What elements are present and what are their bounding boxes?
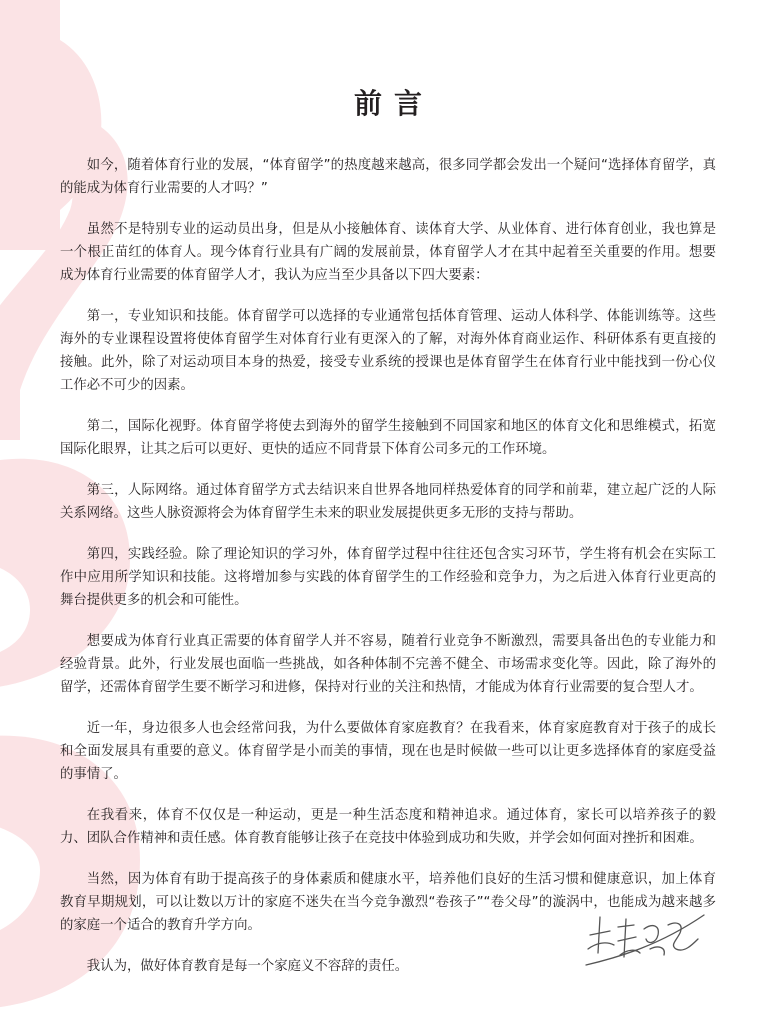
page-title: 前言	[353, 87, 434, 120]
paragraph: 第三，人际网络。通过体育留学方式去结识来自世界各地同样热爱体育的同学和前辈，建立起广泛的人际关系网络。这些人脉资源将会为体育留学生未来的职业发展提供更多无形的支持与帮助。	[60, 483, 716, 521]
preface-page	[60, 84, 716, 996]
paragraph: 在我看来，体育不仅仅是一种运动，更是一种生活态度和精神追求。通过体育，家长可以培养孩子的毅力、团队合作精神和责任感。体育教育能够让孩子在竞技中体验到成功和失败，并学会如何面对挫折和困难。	[60, 808, 716, 846]
paragraph: 第二，国际化视野。体育留学将使去到海外的留学生接触到不同国家和地区的体育文化和思维模式，拓宽国际化眼界，让其之后可以更好、更快的适应不同背景下体育公司多元的工作环境。	[60, 419, 716, 457]
paragraph: 我认为，做好体育教育是每一个家庭义不容辞的责任。	[86, 959, 409, 974]
paragraph: 虽然不是特别专业的运动员出身，但是从小接触体育、读体育大学、从业体育、进行体育创业，我也算是一个根正苗红的体育人。现今体育行业具有广阔的发展前景，体育留学人才在其中起着至关重要的作用。想要成为体育行业需要的体育留学人才，我认为应当至少具备以下四大要素：	[60, 222, 716, 283]
paragraph: 第四，实践经验。除了理论知识的学习外，体育留学过程中往往还包含实习环节，学生将有机会在实际工作中应用所学知识和技能。这将增加参与实践的体育留学生的工作经验和竞争力，为之后进入体育行业更高的舞台提供更多的机会和可能性。	[60, 547, 716, 608]
paragraph: 近一年，身边很多人也会经常问我，为什么要做体育家庭教育？在我看来，体育家庭教育对于孩子的成长和全面发展具有重要的意义。体育留学是小而美的事情，现在也是时候做一些可以让更多选择体育的家庭受益的事情了。	[60, 721, 716, 782]
paragraph: 如今，随着体育行业的发展，“体育留学”的热度越来越高，很多同学都会发出一个疑问“选择体育留学，真的能成为体育行业需要的人才吗？”	[60, 158, 716, 196]
paragraph: 第一，专业知识和技能。体育留学可以选择的专业通常包括体育管理、运动人体科学、体能训练等。这些海外的专业课程设置将使体育留学生对体育行业有更深入的了解，对海外体育商业运作、科研体系有更直接的接触。此外，除了对运动项目本身的热爱，接受专业系统的授课也是体育留学生在体育行业中能找到一份心仪工作必不可少的因素。	[60, 309, 716, 393]
paragraph: 当然，因为体育有助于提高孩子的身体素质和健康水平，培养他们良好的生活习惯和健康意识，加上体育教育早期规划，可以让数以万计的家庭不迷失在当今竞争激烈“卷孩子”“卷父母”的漩涡中，也能成为越来越多的家庭一个适合的教育升学方向。	[60, 872, 716, 933]
signature-icon	[580, 905, 710, 975]
paragraph: 想要成为体育行业真正需要的体育留学人并不容易，随着行业竞争不断激烈，需要具备出色的专业能力和经验背景。此外，行业发展也面临一些挑战，如各种体制不完善不健全、市场需求变化等。因此，除了海外的留学，还需体育留学生要不断学习和进修，保持对行业的关注和热情，才能成为体育行业需要的复合型人才。	[60, 634, 716, 695]
